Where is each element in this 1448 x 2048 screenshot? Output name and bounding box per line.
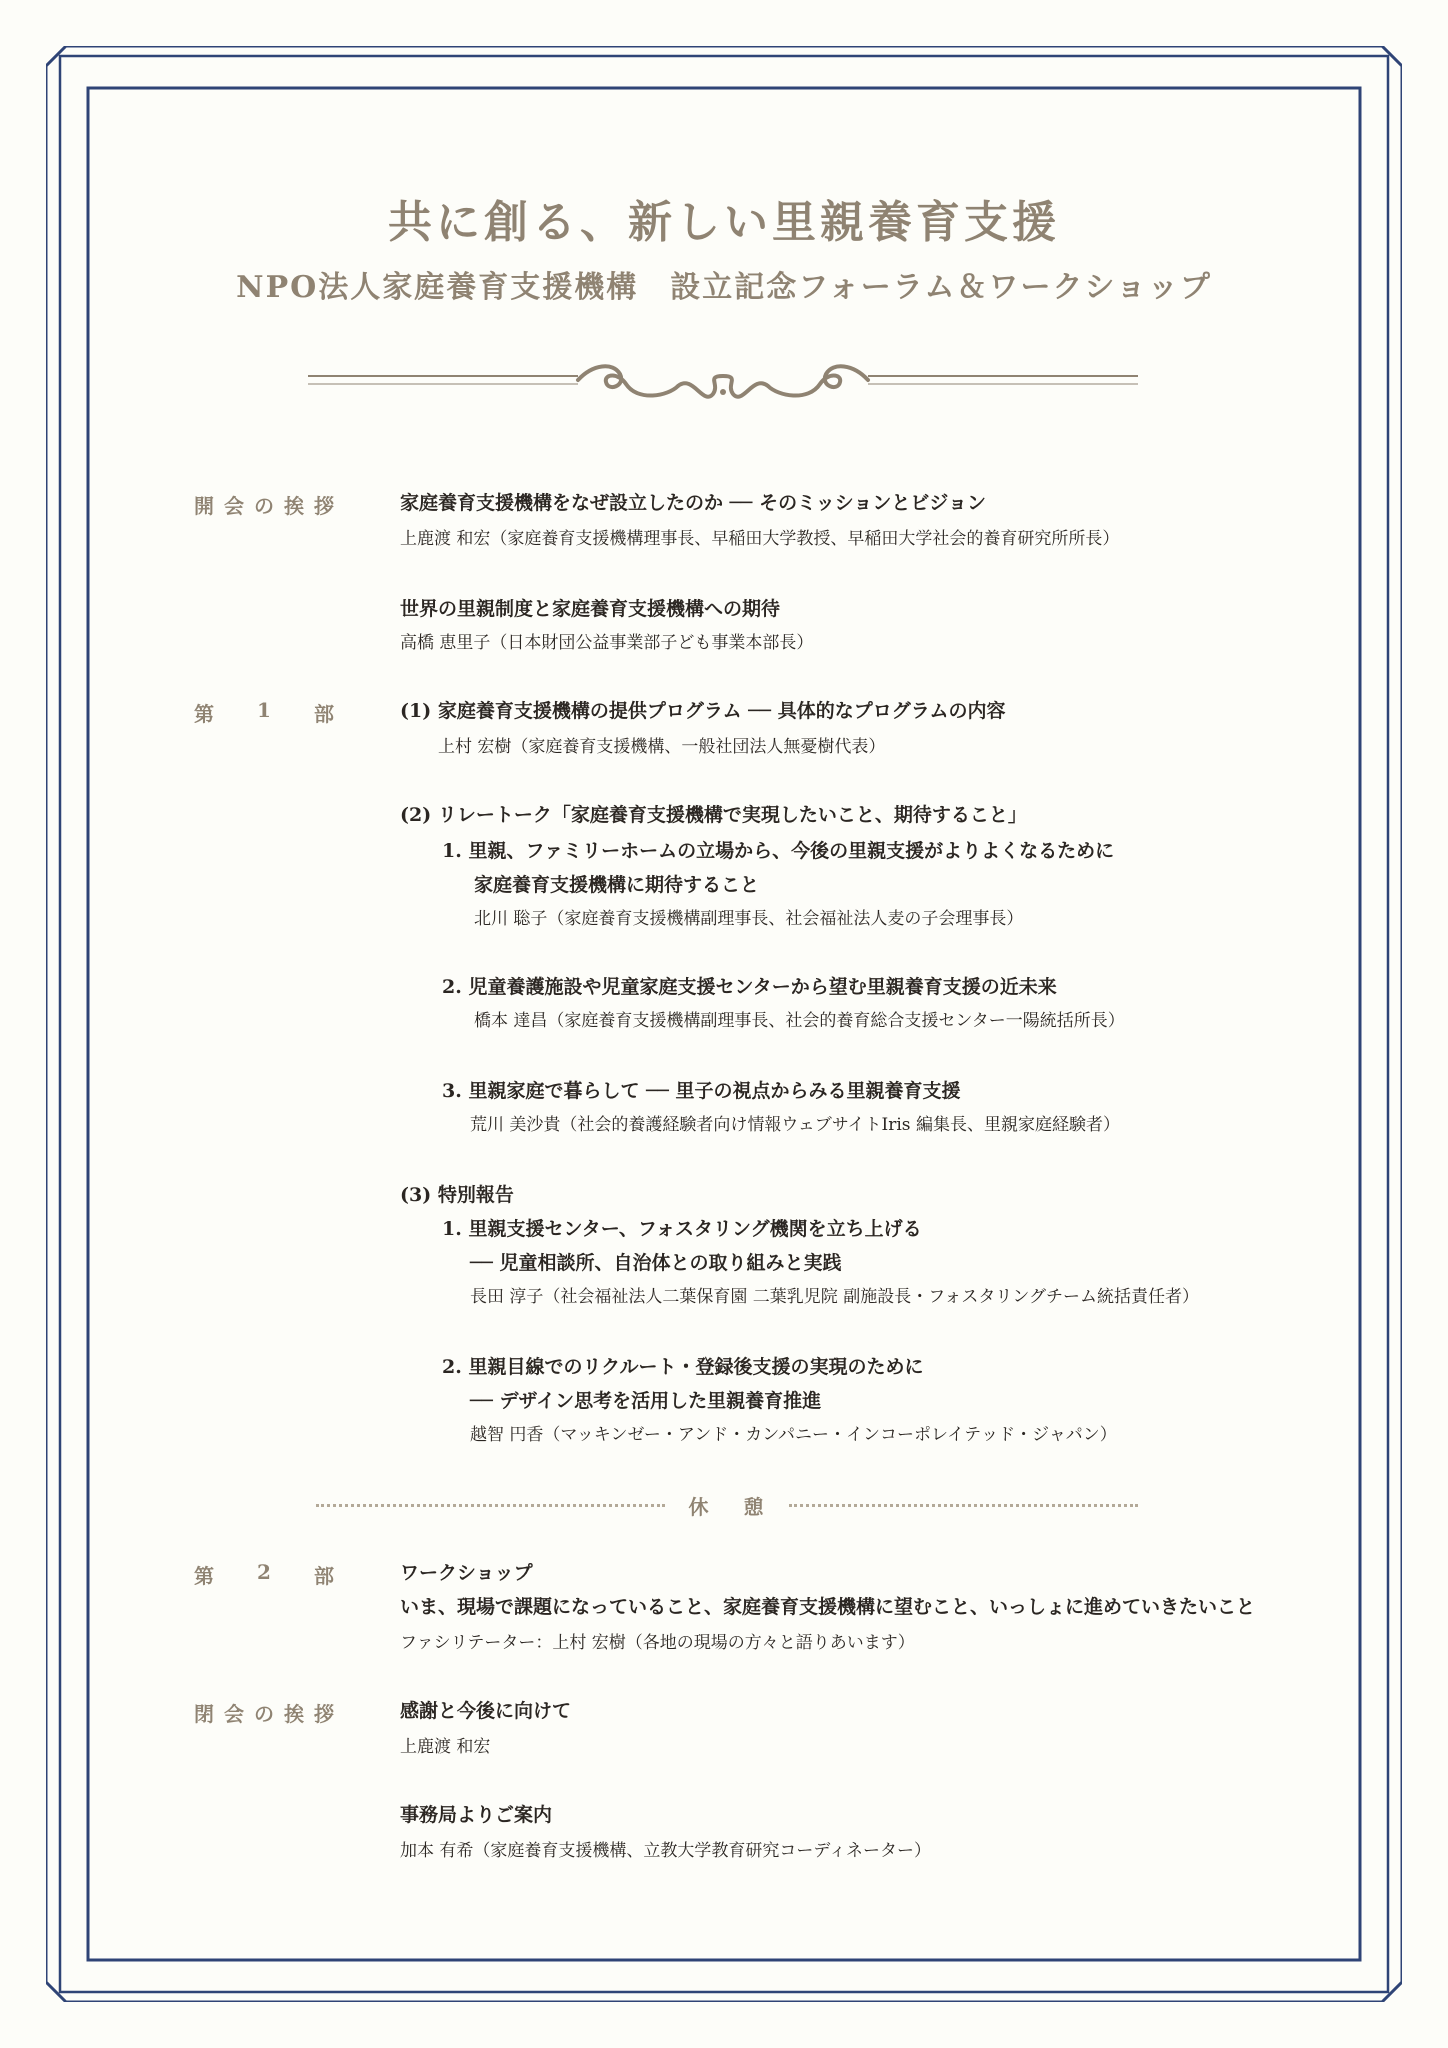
speaker-line: 長田 淳子（社会福祉法人二葉保育園 二葉乳児院 副施設長・フォスタリングチーム統括責任者） <box>470 1287 1200 1307</box>
speaker-line: 高橋 恵里子（日本財団公益事業部子ども事業本部長） <box>400 633 814 653</box>
page-title: 共に創る、新しい里親養育支援 <box>388 197 1060 248</box>
program-title: 1. 里親支援センター、フォスタリング機関を立ち上げる <box>442 1218 922 1240</box>
section-label-closing: 閉 会 の 挨 拶 <box>194 1702 334 1726</box>
page-subtitle: NPO法人家庭養育支援機構 設立記念フォーラム＆ワークショップ <box>236 270 1212 305</box>
dotted-rule <box>316 1504 665 1507</box>
program-title: ── 児童相談所、自治体との取り組みと実践 <box>470 1252 842 1274</box>
speaker-line: ファシリテーター：上村 宏樹（各地の現場の方々と語りあいます） <box>400 1633 915 1653</box>
program-title: いま、現場で課題になっていること、家庭養育支援機構に望むこと、いっしょに進めていきたいこと <box>400 1596 1256 1618</box>
program-title: 家庭養育支援機構をなぜ設立したのか ── そのミッションとビジョン <box>400 492 986 514</box>
dotted-rule <box>789 1504 1138 1507</box>
speaker-line: 上村 宏樹（家庭養育支援機構、一般社団法人無憂樹代表） <box>438 737 886 757</box>
program-title: ワークショップ <box>400 1562 533 1584</box>
speaker-line: 越智 円香（マッキンゼー・アンド・カンパニー・インコーポレイテッド・ジャパン） <box>470 1425 1117 1445</box>
speaker-line: 橋本 達昌（家庭養育支援機構副理事長、社会的養育総合支援センター一陽統括所長） <box>474 1011 1125 1031</box>
speaker-line: 北川 聡子（家庭養育支援機構副理事長、社会福祉法人麦の子会理事長） <box>474 909 1024 929</box>
ornamental-divider <box>308 356 1138 430</box>
program-title: 2. 児童養護施設や児童家庭支援センターから望む里親養育支援の近未来 <box>442 976 1057 998</box>
program-title: (3) 特別報告 <box>400 1184 514 1206</box>
break-divider <box>316 1490 1138 1520</box>
speaker-line: 荒川 美沙貴（社会的養護経験者向け情報ウェブサイトIris 編集長、里親家庭経験者） <box>470 1115 1120 1135</box>
speaker-line: 上鹿渡 和宏 <box>400 1737 491 1757</box>
speaker-line: 加本 有希（家庭養育支援機構、立教大学教育研究コーディネーター） <box>400 1841 932 1861</box>
program-title: (2) リレートーク「家庭養育支援機構で実現したいこと、期待すること」 <box>400 804 1027 826</box>
speaker-line: 上鹿渡 和宏（家庭養育支援機構理事長、早稲田大学教授、早稲田大学社会的養育研究所所長） <box>400 529 1120 549</box>
program-title: 3. 里親家庭で暮らして ── 里子の視点からみる里親養育支援 <box>442 1080 961 1102</box>
program-title: 事務局よりご案内 <box>400 1804 553 1826</box>
program-title: 2. 里親目線でのリクルート・登録後支援の実現のために <box>442 1356 924 1378</box>
program-title: 感謝と今後に向けて <box>400 1700 572 1722</box>
section-label-part1: 第 1 部 <box>194 698 334 726</box>
program-title: ── デザイン思考を活用した里親養育推進 <box>470 1390 822 1412</box>
program-title: 世界の里親制度と家庭養育支援機構への期待 <box>400 598 781 620</box>
program-title: 1. 里親、ファミリーホームの立場から、今後の里親支援がよりよくなるために <box>442 840 1115 862</box>
program-title: (1) 家庭養育支援機構の提供プログラム ── 具体的なプログラムの内容 <box>400 700 1006 722</box>
section-label-opening: 開 会 の 挨 拶 <box>194 494 334 518</box>
section-label-part2: 第 2 部 <box>194 1560 334 1588</box>
program-title: 家庭養育支援機構に期待すること <box>474 874 760 896</box>
break-label: 休 憩 <box>688 1494 778 1519</box>
